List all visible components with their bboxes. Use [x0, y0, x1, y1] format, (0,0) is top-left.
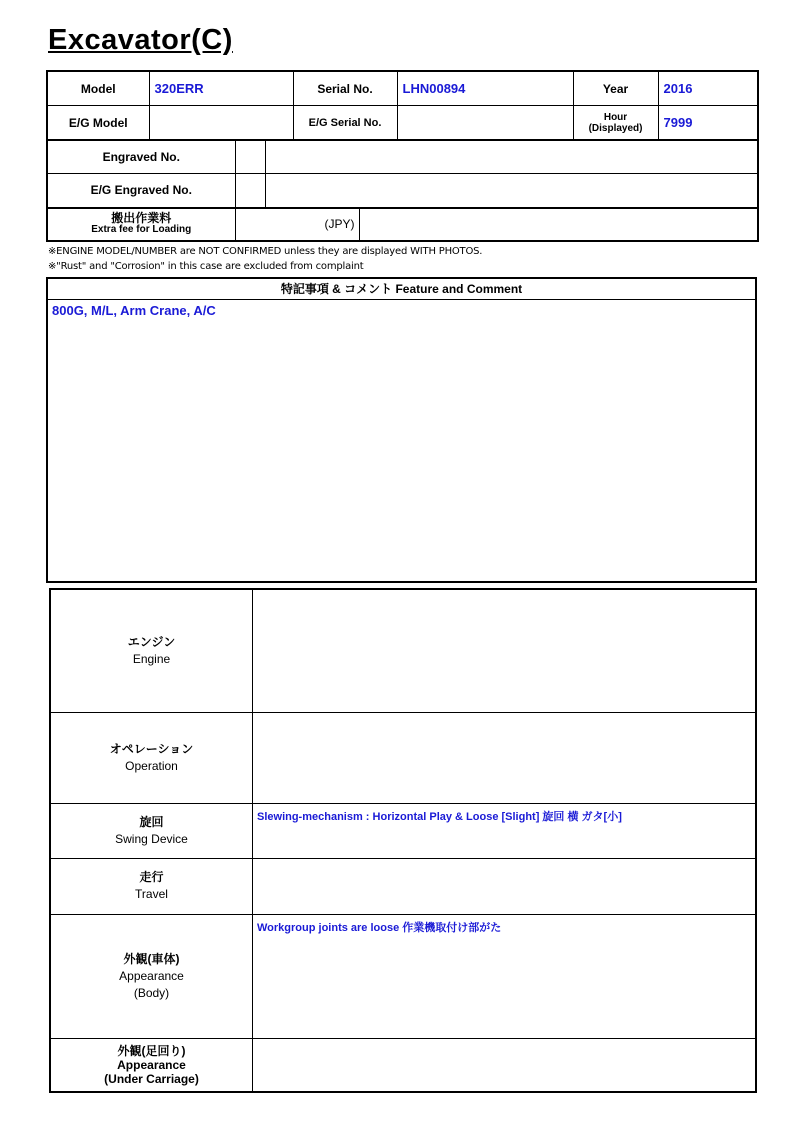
undercarriage-label — [50, 1038, 253, 1092]
eg-serial-value — [397, 106, 573, 141]
eg-serial-label: E/G Serial No. — [293, 106, 397, 141]
loading-fee-label-en: Extra fee for Loading — [91, 223, 192, 235]
engine-label-jp: エンジン — [127, 634, 176, 649]
hour-label — [573, 106, 658, 141]
condition-row-travel — [50, 858, 756, 914]
body-label-en-2: (Body) — [133, 985, 170, 1000]
machine-info-table — [46, 70, 759, 141]
undercarriage-label-jp: 外観(足回り) — [117, 1043, 186, 1058]
eg-engraved-box — [235, 174, 265, 208]
eg-model-value — [149, 106, 293, 141]
loading-fee-currency: (JPY) — [235, 208, 359, 241]
serial-value: LHN00894 — [397, 71, 573, 106]
condition-row-operation — [50, 712, 756, 803]
engraved-table — [46, 139, 759, 209]
rust-exclusion-note: ※"Rust" and "Corrosion" in this case are excluded from complaint — [48, 261, 364, 272]
swing-label — [50, 803, 253, 858]
travel-label-jp: 走行 — [139, 870, 164, 884]
engraved-value — [265, 140, 758, 174]
operation-label-jp: オペレーション — [109, 741, 194, 756]
undercarriage-label-en-2: (Under Carriage) — [104, 1071, 199, 1086]
condition-row-undercarriage — [50, 1038, 756, 1092]
swing-label-jp: 旋回 — [139, 814, 164, 829]
body-label-en-1: Appearance — [119, 968, 184, 983]
operation-label-en: Operation — [125, 758, 178, 773]
swing-text: Slewing-mechanism : Horizontal Play & Loose [Slight] 旋回 横 ガタ[小] — [253, 803, 757, 858]
engraved-box — [235, 140, 265, 174]
comment-box — [46, 277, 757, 583]
travel-label — [50, 858, 253, 914]
engine-confirmation-note: ※ENGINE MODEL/NUMBER are NOT CONFIRMED unless they are displayed WITH PHOTOS. — [48, 246, 483, 257]
engine-label — [50, 589, 253, 712]
body-text: Workgroup joints are loose 作業機取付け部がた — [253, 914, 757, 1038]
operation-label — [50, 712, 253, 803]
travel-label-en: Travel — [135, 887, 168, 901]
eg-engraved-label: E/G Engraved No. — [47, 174, 235, 208]
model-value: 320ERR — [149, 71, 293, 106]
comment-header: 特記事項 & コメント Feature and Comment — [48, 279, 755, 300]
loading-fee-label-jp: 搬出作業料 — [111, 210, 172, 225]
loading-fee-value — [359, 208, 758, 241]
loading-fee-table — [46, 207, 759, 242]
travel-text — [253, 858, 757, 914]
engine-text — [253, 589, 757, 712]
condition-row-swing — [50, 803, 756, 858]
body-label — [50, 914, 253, 1038]
swing-label-en: Swing Device — [115, 831, 188, 846]
condition-row-engine — [50, 589, 756, 712]
condition-table — [49, 588, 757, 1093]
page-title: Excavator(C) — [48, 24, 233, 56]
year-value: 2016 — [658, 71, 758, 106]
year-label: Year — [573, 71, 658, 106]
condition-row-body — [50, 914, 756, 1038]
serial-label: Serial No. — [293, 71, 397, 106]
undercarriage-label-en-1: Appearance — [117, 1057, 186, 1072]
undercarriage-text — [253, 1038, 757, 1092]
body-label-jp: 外観(車体) — [123, 951, 180, 966]
hour-label-line1: Hour — [603, 111, 628, 123]
hour-value: 7999 — [658, 106, 758, 141]
eg-engraved-value — [265, 174, 758, 208]
model-label: Model — [47, 71, 149, 106]
engine-label-en: Engine — [132, 651, 171, 666]
operation-text — [253, 712, 757, 803]
engraved-label: Engraved No. — [47, 140, 235, 174]
eg-model-label: E/G Model — [47, 106, 149, 141]
comment-text: 800G, M/L, Arm Crane, A/C — [52, 303, 216, 318]
hour-label-line2: (Displayed) — [588, 122, 643, 134]
loading-fee-label — [47, 208, 235, 241]
